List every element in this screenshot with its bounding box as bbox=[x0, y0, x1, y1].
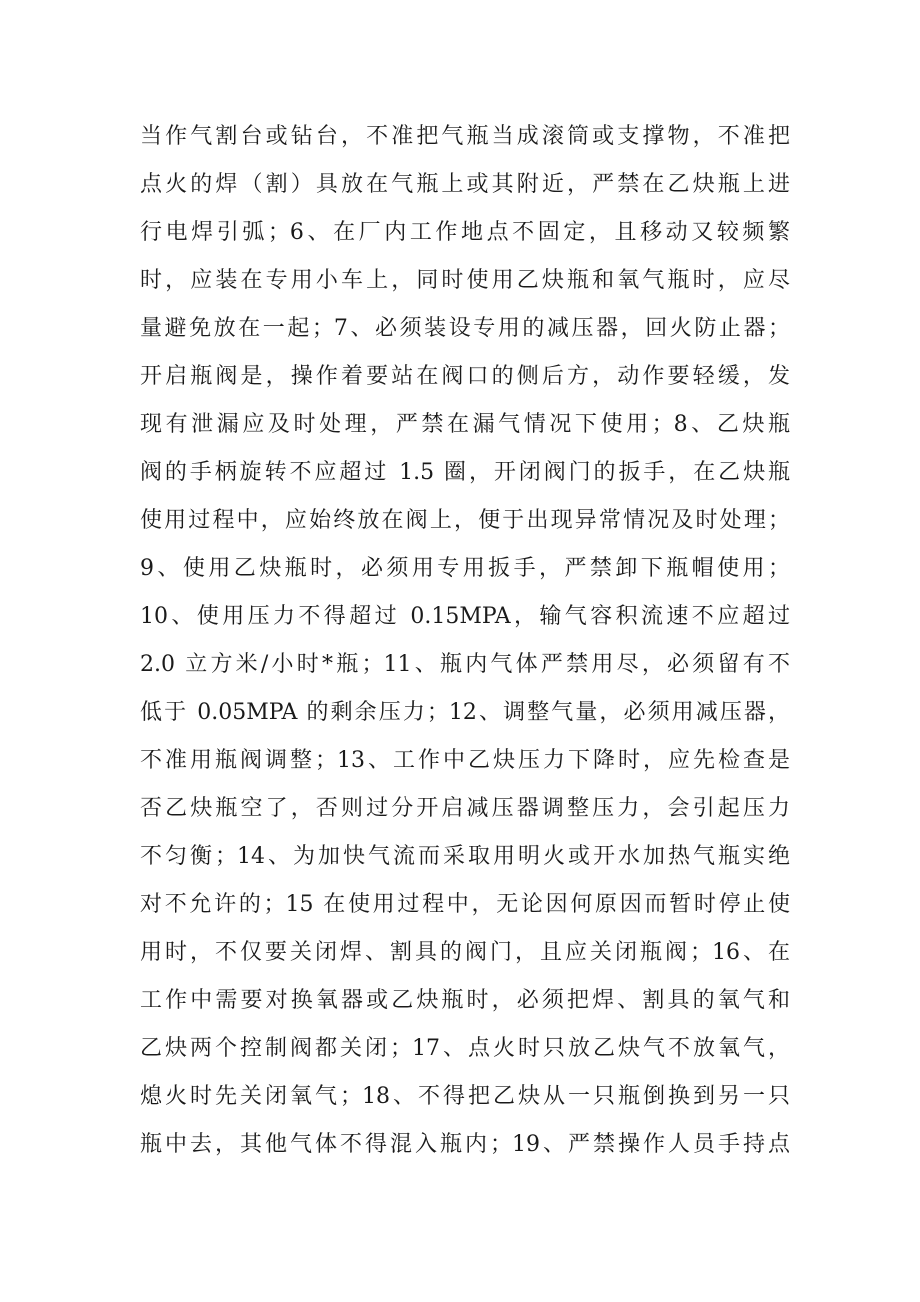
text-line: 10、使用压力不得超过 0.15MPA，输气容积流速不应超过 bbox=[140, 604, 790, 629]
text-line: 工作中需要对换氧器或乙炔瓶时，必须把焊、割具的氧气和 bbox=[140, 988, 790, 1013]
text-line: 使用过程中，应始终放在阀上，便于出现异常情况及时处理； bbox=[140, 508, 790, 533]
text-line: 用时，不仅要关闭焊、割具的阀门，且应关闭瓶阀；16、在 bbox=[140, 940, 790, 965]
text-line: 量避免放在一起；7、必须装设专用的减压器，回火防止器； bbox=[140, 316, 790, 341]
text-line: 当作气割台或钻台，不准把气瓶当成滚筒或支撑物，不准把 bbox=[140, 124, 790, 149]
text-line: 对不允许的；15 在使用过程中，无论因何原因而暂时停止使 bbox=[140, 892, 790, 917]
body-text bbox=[140, 113, 790, 1169]
text-line: 阀的手柄旋转不应超过 1.5 圈，开闭阀门的扳手，在乙炔瓶 bbox=[140, 460, 790, 485]
text-line: 低于 0.05MPA 的剩余压力；12、调整气量，必须用减压器， bbox=[140, 700, 790, 725]
text-line: 不准用瓶阀调整；13、工作中乙炔压力下降时，应先检查是 bbox=[140, 748, 790, 773]
text-line: 开启瓶阀是，操作着要站在阀口的侧后方，动作要轻缓，发 bbox=[140, 364, 790, 389]
text-line: 现有泄漏应及时处理，严禁在漏气情况下使用；8、乙炔瓶 bbox=[140, 412, 790, 437]
text-line: 不匀衡；14、为加快气流而采取用明火或开水加热气瓶实绝 bbox=[140, 844, 790, 869]
text-line: 否乙炔瓶空了，否则过分开启减压器调整压力，会引起压力 bbox=[140, 796, 790, 821]
text-line: 乙炔两个控制阀都关闭；17、点火时只放乙炔气不放氧气， bbox=[140, 1036, 790, 1061]
text-line: 时，应装在专用小车上，同时使用乙炔瓶和氧气瓶时，应尽 bbox=[140, 268, 790, 293]
text-line: 熄火时先关闭氧气；18、不得把乙炔从一只瓶倒换到另一只 bbox=[140, 1084, 790, 1109]
text-line: 2.0 立方米/小时*瓶；11、瓶内气体严禁用尽，必须留有不 bbox=[140, 652, 790, 677]
text-line: 瓶中去，其他气体不得混入瓶内；19、严禁操作人员手持点 bbox=[140, 1132, 790, 1157]
text-line: 点火的焊（割）具放在气瓶上或其附近，严禁在乙炔瓶上进 bbox=[140, 172, 790, 197]
text-line: 9、使用乙炔瓶时，必须用专用扳手，严禁卸下瓶帽使用； bbox=[140, 556, 790, 581]
text-line: 行电焊引弧；6、在厂内工作地点不固定，且移动又较频繁 bbox=[140, 220, 790, 245]
